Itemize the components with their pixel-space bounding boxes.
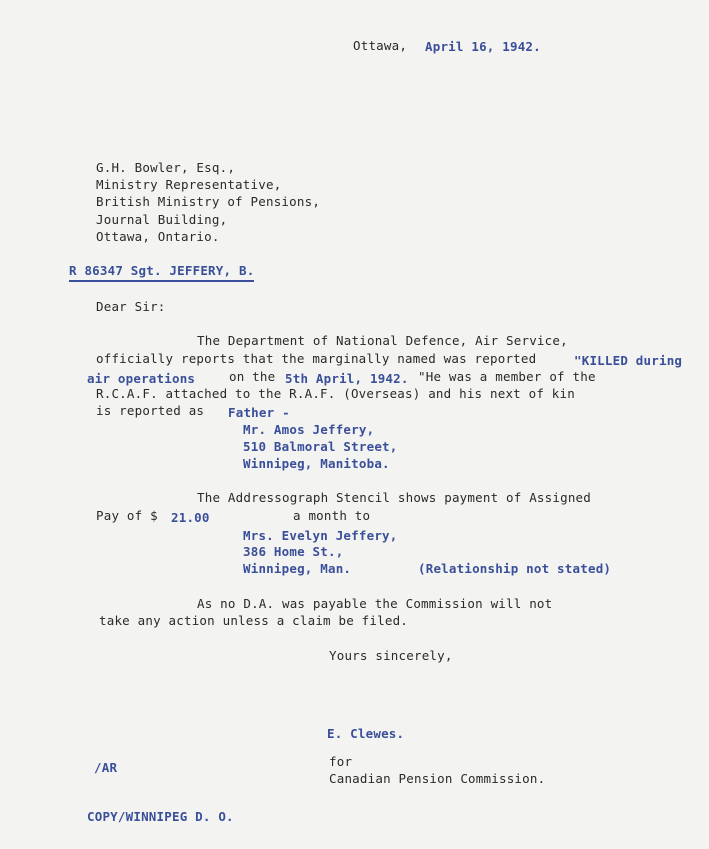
para3-line2: take any action unless a claim be filed. (99, 613, 409, 628)
reference-line: R 86347 Sgt. JEFFERY, B. (69, 262, 254, 282)
kin-line: Mr. Amos Jeffery, (243, 422, 375, 437)
header-city: Ottawa, (353, 38, 408, 53)
copy-line: COPY/WINNIPEG D. O. (87, 809, 234, 824)
para1-line4: R.C.A.F. attached to the R.A.F. (Overseas) and his next of kin (96, 386, 575, 401)
payee-line: Winnipeg, Man. (243, 561, 352, 576)
para1-killed-text: "KILLED during (574, 353, 683, 368)
para1-member-text: "He was a member of the (418, 369, 596, 384)
para1-line2a: officially reports that the marginally named was reported (96, 351, 537, 366)
para2-line1: The Addressograph Stencil shows payment of Assigned (197, 490, 592, 505)
pay-amount: 21.00 (171, 510, 210, 525)
recipient-line: Ministry Representative, (96, 177, 282, 192)
recipient-line: British Ministry of Pensions, (96, 194, 321, 209)
para1-line5a: is reported as (96, 403, 205, 418)
salutation: Dear Sir: (96, 299, 166, 314)
closing: Yours sincerely, (329, 648, 453, 663)
recipient-line: G.H. Bowler, Esq., (96, 160, 236, 175)
para3-line1: As no D.A. was payable the Commission will not (197, 596, 553, 611)
recipient-line: Journal Building, (96, 212, 228, 227)
para1-on-the: on the (229, 369, 276, 384)
recipient-line: Ottawa, Ontario. (96, 229, 220, 244)
para1-air-operations: air operations (87, 371, 196, 386)
pay-label: Pay of $ (96, 508, 158, 523)
kin-line: 510 Balmoral Street, (243, 439, 398, 454)
initials: /AR (94, 760, 118, 775)
pay-suffix: a month to (293, 508, 371, 523)
payee-line: 386 Home St., (243, 544, 344, 559)
signature-name: E. Clewes. (327, 726, 405, 741)
signature-for: for (329, 754, 353, 769)
para1-date: 5th April, 1942. (285, 371, 409, 386)
header-date: April 16, 1942. (425, 39, 541, 54)
para1-line1: The Department of National Defence, Air Service, (197, 333, 568, 348)
relationship-note: (Relationship not stated) (418, 561, 612, 576)
signature-org: Canadian Pension Commission. (329, 771, 546, 786)
para1-father: Father - (228, 405, 290, 420)
kin-line: Winnipeg, Manitoba. (243, 456, 390, 471)
payee-line: Mrs. Evelyn Jeffery, (243, 528, 398, 543)
